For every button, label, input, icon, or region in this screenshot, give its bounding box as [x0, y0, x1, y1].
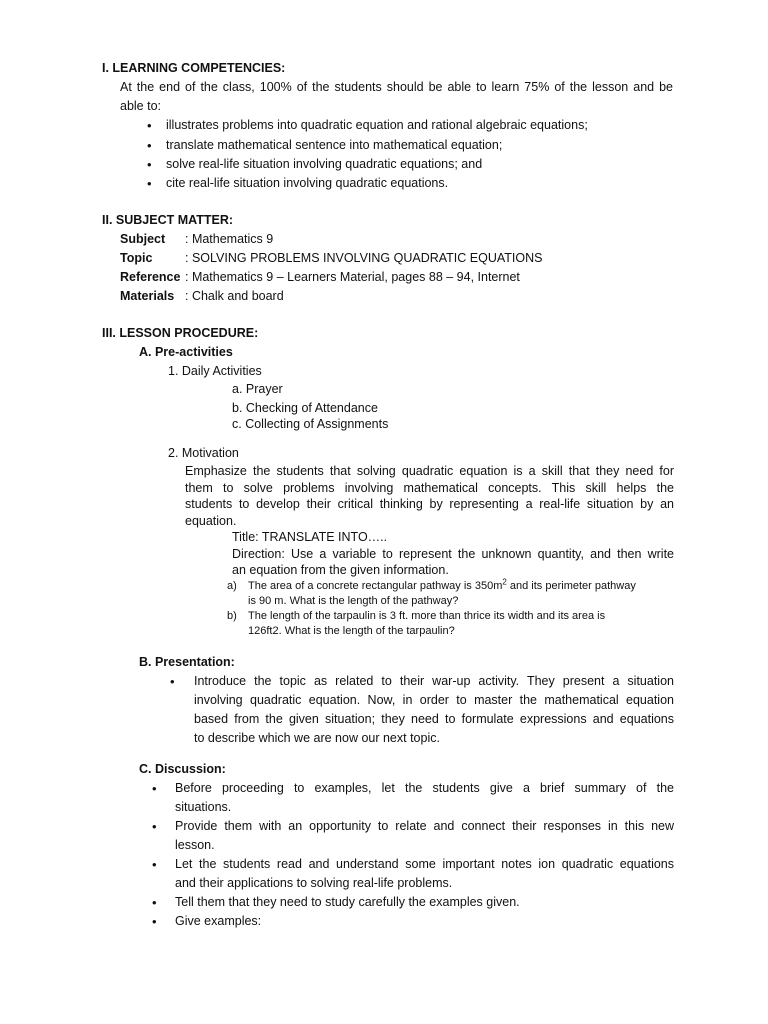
- daily-item: c. Collecting of Assignments: [232, 417, 389, 431]
- competency-item: cite real-life situation involving quadratic equations.: [166, 176, 449, 190]
- problem-text: 126ft2. What is the length of the tarpaulin?: [248, 625, 455, 637]
- bullet-icon: •: [147, 118, 152, 133]
- discussion-item: Provide them with an opportunity to relate and connect their responses in this new: [175, 819, 674, 833]
- competencies-heading: I. LEARNING COMPETENCIES:: [102, 61, 286, 75]
- presentation-line: based from the given situation; they need to formulate expressions and equations: [194, 712, 674, 726]
- presentation-heading: B. Presentation:: [139, 655, 235, 669]
- discussion-item: Before proceeding to examples, let the students give a brief summary of the: [175, 781, 674, 795]
- discussion-item: Tell them that they need to study carefully the examples given.: [175, 895, 520, 909]
- daily-activities-heading: 1. Daily Activities: [168, 364, 262, 378]
- bullet-icon: •: [152, 857, 157, 872]
- discussion-item: lesson.: [175, 838, 215, 852]
- bullet-icon: •: [147, 176, 152, 191]
- problem-marker: a): [227, 580, 237, 592]
- problem-text: is 90 m. What is the length of the pathway?: [248, 595, 459, 607]
- pre-activities-heading: A. Pre-activities: [139, 345, 233, 359]
- materials-value: : Chalk and board: [185, 289, 284, 303]
- subject-matter-heading: II. SUBJECT MATTER:: [102, 213, 234, 227]
- presentation-line: to describe which we are now our next topic.: [194, 731, 440, 745]
- reference-value: : Mathematics 9 – Learners Material, pages 88 – 94, Internet: [185, 270, 520, 284]
- presentation-line: Introduce the topic as related to their war-up activity. They present a situation: [194, 674, 674, 688]
- problem-text: The area of a concrete rectangular pathway is $350m^2$ and its perimeter pathway: [248, 577, 636, 592]
- subject-value: : Mathematics 9: [185, 232, 274, 246]
- motivation-line: Emphasize the students that solving quadratic equation is a skill that they need for: [185, 464, 674, 478]
- bullet-icon: •: [152, 914, 157, 929]
- bullet-icon: •: [152, 895, 157, 910]
- activity-title: Title: TRANSLATE INTO…..: [232, 530, 388, 544]
- motivation-line: equation.: [185, 514, 237, 528]
- competencies-intro-line2: able to:: [120, 99, 162, 113]
- topic-label: Topic: [120, 251, 153, 265]
- discussion-item: and their applications to solving real-life problems.: [175, 876, 453, 890]
- subject-label: Subject: [120, 232, 166, 246]
- competencies-intro-line1: At the end of the class, 100% of the students should be able to learn 75% of the lesson and be: [120, 80, 673, 94]
- activity-direction: an equation from the given information.: [232, 563, 449, 577]
- bullet-icon: •: [152, 781, 157, 796]
- competency-item: solve real-life situation involving quadratic equations; and: [166, 157, 483, 171]
- discussion-item: situations.: [175, 800, 232, 814]
- discussion-item: Give examples:: [175, 914, 262, 928]
- discussion-item: Let the students read and understand some important notes ion quadratic equations: [175, 857, 674, 871]
- bullet-icon: •: [147, 157, 152, 172]
- motivation-heading: 2. Motivation: [168, 446, 239, 460]
- procedure-heading: III. LESSON PROCEDURE:: [102, 326, 259, 340]
- topic-value: : SOLVING PROBLEMS INVOLVING QUADRATIC EQUATIONS: [185, 251, 543, 265]
- presentation-line: involving quadratic equation. Now, in order to master the mathematical equation: [194, 693, 674, 707]
- daily-item: a. Prayer: [232, 382, 283, 396]
- motivation-line: them to solve problems involving mathematical concepts. This skill helps the: [185, 481, 674, 495]
- bullet-icon: •: [170, 674, 175, 689]
- activity-direction: Direction: Use a variable to represent the unknown quantity, and then write: [232, 547, 674, 561]
- problem-marker: b): [227, 610, 237, 622]
- materials-label: Materials: [120, 289, 175, 303]
- problem-text: The length of the tarpaulin is 3 ft. more than thrice its width and its area is: [248, 610, 606, 622]
- motivation-line: students to develop their critical thinking by representing a real-life situation by an: [185, 497, 674, 511]
- competency-item: illustrates problems into quadratic equation and rational algebraic equations;: [166, 118, 588, 132]
- reference-label: Reference: [120, 270, 181, 284]
- bullet-icon: •: [152, 819, 157, 834]
- competency-item: translate mathematical sentence into mathematical equation;: [166, 138, 503, 152]
- daily-item: b. Checking of Attendance: [232, 401, 378, 415]
- bullet-icon: •: [147, 138, 152, 153]
- discussion-heading: C. Discussion:: [139, 762, 226, 776]
